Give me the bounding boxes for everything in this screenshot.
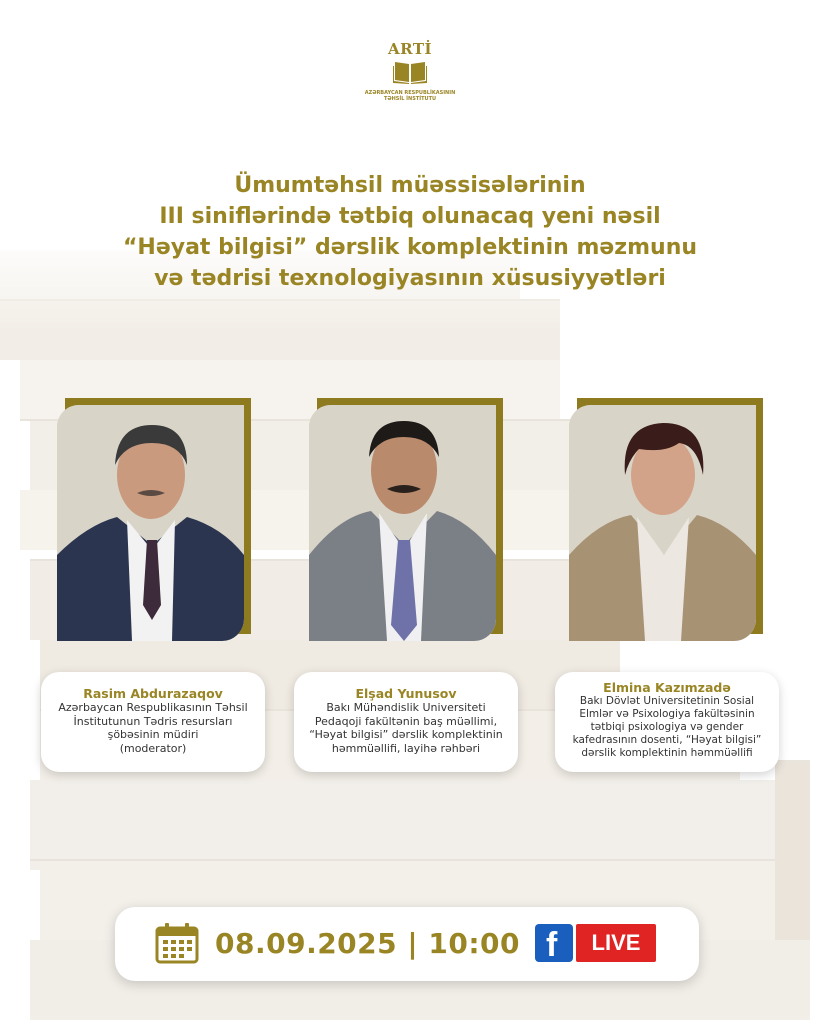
speaker-photo-card: [309, 398, 503, 641]
speaker-role-line: Pedaqoji fakültənin baş müəllimi,: [314, 714, 498, 728]
speaker-role-line: “Həyat bilgisi” dərslik komplektinin: [309, 728, 503, 741]
speaker-photo-card: [57, 398, 251, 641]
speaker-info-card: [555, 672, 779, 772]
title-line: və tədrisi texnologiyasının xüsusiyyətləri: [154, 266, 666, 291]
speaker-role-line: şöbəsinin müdiri: [107, 728, 199, 741]
speaker-info-card: [294, 672, 518, 772]
speaker-role-line: tətbiqi psixologiya və gender: [590, 721, 744, 733]
speaker-role-line: həmmüəllifi, layihə rəhbəri: [331, 741, 481, 755]
title-line: “Həyat bilgisi” dərslik komplektinin məzmunu: [122, 235, 698, 260]
speaker-info-card: [41, 672, 265, 772]
speaker-role-line: Bakı Mühəndislik Universiteti: [326, 701, 486, 714]
speaker-role-line: dərslik komplektinin həmmüəllifi: [581, 747, 753, 759]
facebook-icon: [535, 924, 573, 962]
speaker-role-line: İnstitutunun Tədris resursları: [73, 714, 233, 728]
speaker-photo: [309, 405, 496, 641]
speaker-photo-card: [569, 398, 763, 641]
logo-name: ARTİ: [387, 40, 433, 58]
speaker-name: Elşad Yunusov: [355, 686, 457, 701]
live-badge: LIVE: [576, 924, 656, 962]
speaker-role-line: Azərbaycan Respublikasının Təhsil: [58, 701, 248, 714]
speaker-role: [555, 695, 779, 760]
title-line: III siniflərində tətbiq olunacaq yeni nəsil: [159, 204, 661, 229]
institute-logo: [360, 40, 460, 102]
speaker-role-line: Bakı Dövlət Universitetinin Sosial: [579, 695, 755, 707]
speaker-photo: [57, 405, 244, 641]
speaker-role: [41, 701, 265, 755]
logo-subtitle: [360, 90, 460, 102]
speaker-role-line: (moderator): [119, 741, 187, 755]
logo-subtitle-line2: TƏHSİL İNSTİTUTU: [383, 96, 437, 102]
speaker-name: Elmina Kazımzadə: [603, 680, 731, 695]
speaker-photo: [569, 405, 756, 641]
event-datetime-bar: [115, 907, 699, 981]
speaker-role: [294, 701, 518, 755]
calendar-icon: [155, 922, 199, 964]
speaker-role-line: kafedrasının dosenti, “Həyat bilgisi”: [572, 734, 762, 746]
event-datetime: 08.09.2025 | 10:00: [215, 927, 520, 960]
speaker-role-line: Elmlər və Psixologiya fakültəsinin: [579, 708, 755, 720]
title-line: Ümumtəhsil müəssisələrinin: [234, 173, 586, 198]
logo-subtitle-line1: AZƏRBAYCAN RESPUBLİKASININ: [364, 90, 456, 96]
event-title: [60, 170, 760, 294]
speaker-name: Rasim Abdurazaqov: [83, 686, 223, 701]
book-logo-icon: [393, 58, 427, 84]
facebook-letter: f: [546, 926, 558, 964]
